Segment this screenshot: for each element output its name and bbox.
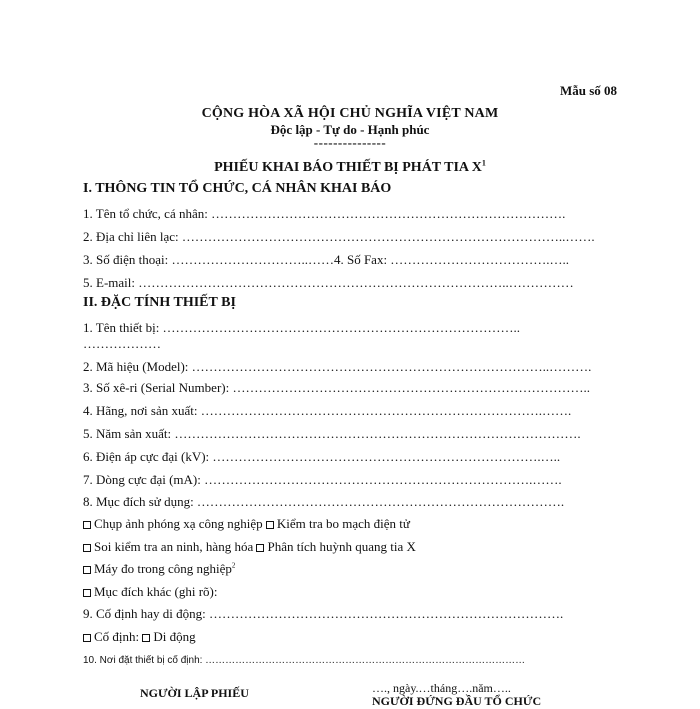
xrf-label: Phân tích huỳnh quang tia X [267, 539, 416, 554]
other-purpose-label: Mục đích khác (ghi rõ): [94, 584, 218, 599]
gauge-footnote-mark: 2 [231, 561, 236, 570]
mobile-label: Di động [153, 629, 196, 644]
manufacturer-line: 4. Hãng, nơi sản xuất: …………………………………………………………………….……. [83, 403, 572, 418]
fixed-checkbox[interactable] [83, 634, 91, 642]
national-motto: Độc lập - Tự do - Hạnh phúc [270, 122, 430, 137]
other-purpose-checkbox[interactable] [83, 589, 91, 597]
pcb-label: Kiểm tra bo mạch điện tử [276, 516, 410, 531]
national-title: CỘNG HÒA XÃ HỘI CHỦ NGHĨA VIỆT NAM [201, 106, 499, 121]
purpose-line: 8. Mục đích sử dụng: …………………………………………………………………………. [83, 494, 565, 509]
purpose-options-row-4 [83, 584, 217, 600]
section-2-heading: II. ĐẶC TÍNH THIẾT BỊ [83, 295, 236, 310]
purpose-options-row-1 [83, 516, 410, 532]
location-line: 10. Nơi đặt thiết bị cố định: …………………………………………………………………………………… [83, 655, 526, 666]
section-1-heading: I. THÔNG TIN TỔ CHỨC, CÁ NHÂN KHAI BÁO [83, 181, 392, 196]
email-line: 5. E-mail: …………………………………………………………………………..…………… [83, 275, 574, 290]
document-title-text: PHIẾU KHAI BÁO THIẾT BỊ PHÁT TIA X [214, 160, 482, 175]
model-line: 2. Mã hiệu (Model): ………………………………………………………………………..………. [83, 359, 592, 374]
fixed-label: Cố định: [94, 629, 140, 644]
security-label: Soi kiểm tra an ninh, hàng hóa [94, 539, 254, 554]
fixed-mobile-line: 9. Cố định hay di động: ………………………………………………………………………. [83, 606, 564, 621]
current-line: 7. Dòng cực đại (mA): ………………………………………………………………….……. [83, 472, 562, 487]
org-name-line: 1. Tên tổ chức, cá nhân: ………………………………………………………………………. [83, 206, 566, 221]
radiography-checkbox[interactable] [83, 521, 91, 529]
title-footnote-mark: 1 [481, 158, 486, 168]
head-of-org-partial: NGƯỜI ĐỨNG ĐẦU TỔ CHỨC [372, 694, 542, 708]
xrf-checkbox[interactable] [256, 544, 264, 552]
gauge-label: Máy đo trong công nghiệp [94, 561, 232, 576]
purpose-options-row-2 [83, 539, 416, 555]
security-checkbox[interactable] [83, 544, 91, 552]
document-title [0, 160, 700, 176]
address-line: 2. Địa chỉ liên lạc: ……………………………………………………………………………..……. [83, 229, 595, 244]
year-line: 5. Năm sản xuất: …………………………………………………………………………………. [83, 426, 581, 441]
radiography-label: Chụp ảnh phóng xạ công nghiệp [94, 516, 263, 531]
pcb-checkbox[interactable] [266, 521, 274, 529]
mobile-checkbox[interactable] [142, 634, 150, 642]
device-name-continuation: ……………… [83, 336, 161, 351]
form-number: Mẫu số 08 [559, 83, 617, 98]
fixed-mobile-options [83, 629, 196, 645]
date-line: …., ngày.…tháng….năm….. [372, 681, 511, 695]
fax-field: 4. Số Fax: ……………………………….….. [333, 252, 570, 267]
voltage-line: 6. Điện áp cực đại (kV): ………………………………………………………………….….. [83, 449, 561, 464]
header-separator: --------------- [313, 135, 387, 150]
phone-field: 3. Số điện thoại: …………………………..…… [83, 252, 334, 267]
serial-line: 3. Số xê-ri (Serial Number): ……………………………………………………………………….. [83, 380, 590, 395]
gauge-checkbox[interactable] [83, 566, 91, 574]
signer-title-partial: NGƯỜI LẬP PHIẾU [140, 686, 249, 700]
phone-fax-line [83, 252, 569, 268]
purpose-options-row-3 [83, 561, 235, 577]
device-name-line: 1. Tên thiết bị: ……………………………………………………………………….. [83, 320, 521, 335]
